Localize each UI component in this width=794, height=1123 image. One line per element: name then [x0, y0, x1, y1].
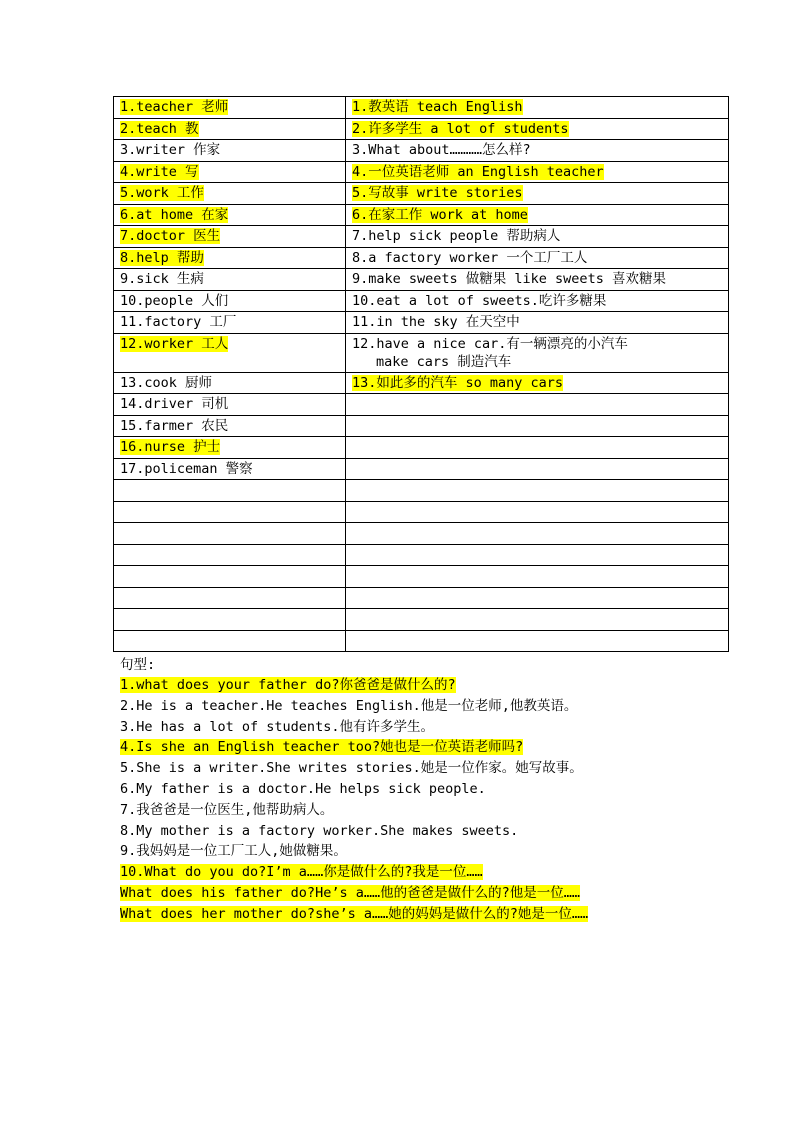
phrase-cell [346, 161, 729, 183]
word-text: 17.policeman 警察 [120, 460, 253, 477]
sentence-line [120, 841, 730, 862]
table-row [114, 480, 729, 502]
word-cell [114, 437, 346, 459]
table-row [114, 523, 729, 545]
sentence-line [120, 904, 730, 925]
sentence-text: 1.what does your father do?你爸爸是做什么的? [120, 677, 456, 693]
word-text: 12.worker 工人 [120, 335, 229, 352]
phrase-cell [346, 290, 729, 312]
table-row [114, 501, 729, 523]
sentence-line [120, 800, 730, 821]
table-row [114, 544, 729, 566]
sentence-text: 4.Is she an English teacher too?她也是一位英语老师吗? [120, 739, 524, 756]
phrase-text: 13.如此多的汽车 so many cars [352, 374, 564, 391]
table-row [114, 226, 729, 248]
phrase-cell [346, 394, 729, 416]
sentence-text: 7.我爸爸是一位医生,他帮助病人。 [120, 801, 334, 818]
word-cell [114, 587, 346, 609]
word-cell [114, 544, 346, 566]
sentence-text: 8.My mother is a factory worker.She makes sweets. [120, 822, 519, 839]
phrase-cell [346, 480, 729, 502]
word-cell [114, 523, 346, 545]
sentence-patterns-list [120, 675, 730, 925]
table-row [114, 97, 729, 119]
word-cell [114, 140, 346, 162]
phrase-cell [346, 501, 729, 523]
word-cell [114, 609, 346, 631]
phrase-text: 4.一位英语老师 an English teacher [352, 163, 604, 180]
phrase-cell [346, 437, 729, 459]
word-cell [114, 415, 346, 437]
sentence-patterns-heading: 句型: [120, 657, 156, 673]
table-row [114, 290, 729, 312]
word-cell [114, 204, 346, 226]
sentence-text: 3.He has a lot of students.他有许多学生。 [120, 718, 434, 735]
phrase-cell [346, 140, 729, 162]
phrase-cell [346, 566, 729, 588]
word-cell [114, 333, 346, 372]
word-cell [114, 161, 346, 183]
phrase-cell [346, 97, 729, 119]
word-text: 7.doctor 医生 [120, 228, 221, 244]
word-text: 13.cook 厨师 [120, 374, 213, 391]
word-text: 16.nurse 护士 [120, 439, 221, 455]
word-cell [114, 372, 346, 394]
sentence-line [120, 696, 730, 717]
phrase-text: 10.eat a lot of sweets.吃许多糖果 [352, 292, 607, 309]
sentence-line [120, 758, 730, 779]
sentence-text: What does his father do?He’s a……他的爸爸是做什么的?他是一位…… [120, 884, 580, 901]
word-text: 3.writer 作家 [120, 142, 221, 158]
phrase-text: 8.a factory worker 一个工厂工人 [352, 249, 588, 266]
table-row [114, 161, 729, 183]
phrase-cell [346, 415, 729, 437]
table-row [114, 118, 729, 140]
sentence-text: What does her mother do?she’s a……她的妈妈是做什么的?她是一位…… [120, 905, 589, 922]
sentence-line [120, 737, 730, 758]
phrase-cell [346, 269, 729, 291]
word-text: 1.teacher 老师 [120, 99, 229, 115]
word-cell [114, 480, 346, 502]
table-row [114, 269, 729, 291]
phrase-cell [346, 247, 729, 269]
phrase-cell [346, 544, 729, 566]
phrase-text: 12.have a nice car.有一辆漂亮的小汽车 [352, 335, 628, 352]
word-cell [114, 566, 346, 588]
table-row [114, 394, 729, 416]
sentence-text: 9.我妈妈是一位工厂工人,她做糖果。 [120, 843, 347, 860]
word-text: 6.at home 在家 [120, 206, 229, 223]
phrase-text: 1.教英语 teach English [352, 99, 523, 115]
table-row [114, 630, 729, 652]
word-cell [114, 312, 346, 334]
phrase-text: 9.make sweets 做糖果 like sweets 喜欢糖果 [352, 271, 666, 287]
word-cell [114, 183, 346, 205]
sentence-text: 5.She is a writer.She writes stories.她是一位作家。她写故事。 [120, 760, 583, 777]
phrase-text: 2.许多学生 a lot of students [352, 120, 569, 137]
table-row [114, 183, 729, 205]
table-row [114, 333, 729, 372]
word-text: 9.sick 生病 [120, 271, 204, 287]
word-text: 15.farmer 农民 [120, 417, 229, 434]
table-row [114, 458, 729, 480]
phrase-text: 7.help sick people 帮助病人 [352, 228, 561, 244]
sentence-patterns-section [120, 655, 730, 925]
table-row [114, 247, 729, 269]
phrase-text: 3.What about…………怎么样? [352, 142, 531, 158]
table-row [114, 415, 729, 437]
word-cell [114, 630, 346, 652]
sentence-text: 2.He is a teacher.He teaches English.他是一位老师,他教英语。 [120, 697, 578, 714]
vocabulary-table [113, 96, 729, 652]
word-text: 14.driver 司机 [120, 396, 229, 412]
sentence-text: 6.My father is a doctor.He helps sick people. [120, 780, 486, 797]
phrase-cell [346, 458, 729, 480]
table-row [114, 312, 729, 334]
word-cell [114, 226, 346, 248]
word-cell [114, 501, 346, 523]
sentence-line [120, 883, 730, 904]
word-text: 8.help 帮助 [120, 249, 204, 266]
table-row [114, 372, 729, 394]
phrase-cell [346, 204, 729, 226]
word-text: 5.work 工作 [120, 185, 204, 201]
phrase-text: 11.in the sky 在天空中 [352, 314, 520, 330]
phrase-cell [346, 312, 729, 334]
word-text: 11.factory 工厂 [120, 314, 237, 330]
vocabulary-table-body [114, 97, 729, 652]
word-cell [114, 458, 346, 480]
phrase-cell [346, 226, 729, 248]
phrase-cell [346, 609, 729, 631]
word-cell [114, 97, 346, 119]
table-row [114, 587, 729, 609]
table-row [114, 566, 729, 588]
sentence-line [120, 675, 730, 696]
sentence-line [120, 862, 730, 883]
table-row [114, 140, 729, 162]
phrase-text: 6.在家工作 work at home [352, 206, 528, 223]
phrase-text-second-line: make cars 制造汽车 [376, 353, 512, 370]
phrase-cell [346, 333, 729, 372]
sentence-line [120, 779, 730, 800]
phrase-cell [346, 523, 729, 545]
sentence-line [120, 821, 730, 842]
word-cell [114, 247, 346, 269]
word-text: 2.teach 教 [120, 120, 199, 137]
word-cell [114, 290, 346, 312]
phrase-cell [346, 183, 729, 205]
sentence-text: 10.What do you do?I’m a……你是做什么的?我是一位…… [120, 864, 483, 881]
word-text: 10.people 人们 [120, 292, 229, 309]
table-row [114, 204, 729, 226]
word-text: 4.write 写 [120, 163, 199, 180]
phrase-cell [346, 587, 729, 609]
phrase-cell [346, 118, 729, 140]
phrase-text: 5.写故事 write stories [352, 185, 523, 201]
phrase-cell [346, 630, 729, 652]
word-cell [114, 394, 346, 416]
table-row [114, 609, 729, 631]
sentence-line [120, 717, 730, 738]
word-cell [114, 269, 346, 291]
phrase-cell [346, 372, 729, 394]
word-cell [114, 118, 346, 140]
table-row [114, 437, 729, 459]
